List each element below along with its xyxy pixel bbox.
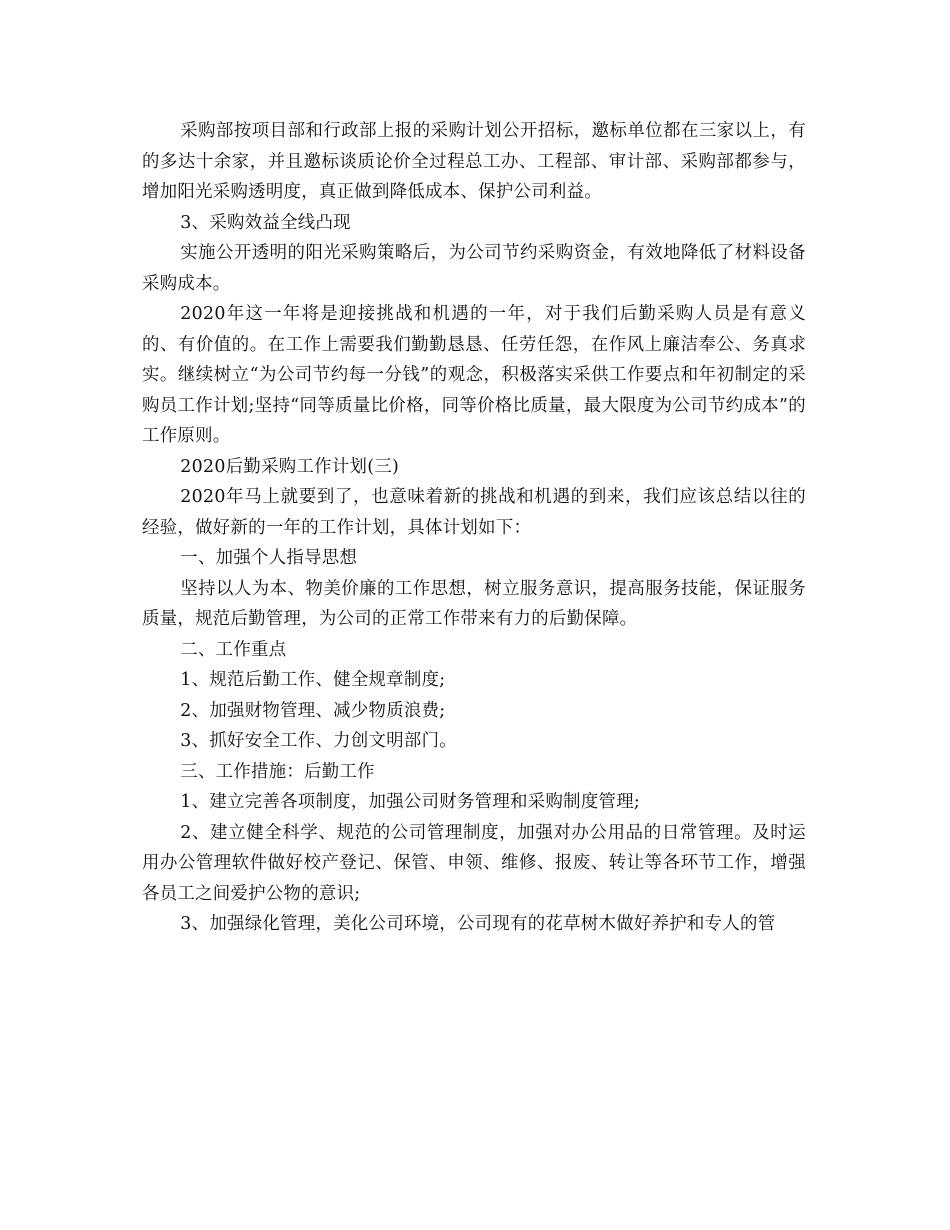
heading-work-focus: 二、工作重点: [180, 639, 287, 660]
list-item-focus-2: 2、加强财物管理、减少物质浪费;: [180, 700, 446, 721]
list-item-focus-1: 1、规范后勤工作、健全规章制度;: [180, 670, 446, 690]
heading-work-measures: 三、工作措施：后勤工作: [180, 761, 375, 782]
list-item-measure-3: 3、加强绿化管理，美化公司环境，公司现有的花草树木做好养护和专人的管: [180, 914, 776, 934]
list-item-measure-2: 2、建立健全科学、规范的公司管理制度，加强对办公用品的日常管理。及时运用办公管理软件做好校产登记、保管、申领、维修、报废、转让等各环节工作，增强各员工之间爱护公物的意识;: [142, 822, 806, 904]
heading-work-plan-three: 2020后勤采购工作计划(三): [180, 456, 400, 477]
heading-guiding-thought: 一、加强个人指导思想: [180, 548, 358, 568]
heading-procurement-benefit: 3、采购效益全线凸现: [180, 212, 351, 233]
list-item-focus-3: 3、抓好安全工作、力创文明部门。: [180, 731, 457, 751]
paragraph-2020-outlook: 2020年这一年将是迎接挑战和机遇的一年，对于我们后勤采购人员是有意义的、有价值的。在工作上需要我们勤勤恳恳、任劳任怨，在作风上廉洁奉公、务真求实。继续树立“为公司节约每一分钱”的观念，积极落实采供工作要点和年初制定的采购员工作计划;坚持“同等质量比价格，同等价格比质量，最大限度为公司节约成本”的工作原则。: [142, 304, 806, 446]
paragraph-plan-intro: 2020年马上就要到了，也意味着新的挑战和机遇的到来，我们应该总结以往的经验，做好新的一年的工作计划，具体计划如下：: [142, 487, 806, 538]
list-item-measure-1: 1、建立完善各项制度，加强公司财务管理和采购制度管理;: [180, 792, 641, 812]
paragraph-sunshine-procurement: 实施公开透明的阳光采购策略后，为公司节约采购资金，有效地降低了材料设备采购成本。: [142, 243, 806, 294]
paragraph-procurement-bidding: 采购部按项目部和行政部上报的采购计划公开招标，邀标单位都在三家以上，有的多达十余家，并且邀标谈质论价全过程总工办、工程部、审计部、采购部都参与，增加阳光采购透明度，真正做到降低成本、保护公司利益。: [142, 121, 806, 202]
document-body: [142, 116, 806, 940]
paragraph-guiding-thought: 坚持以人为本、物美价廉的工作思想，树立服务意识，提高服务技能，保证服务质量，规范后勤管理，为公司的正常工作带来有力的后勤保障。: [142, 578, 806, 629]
